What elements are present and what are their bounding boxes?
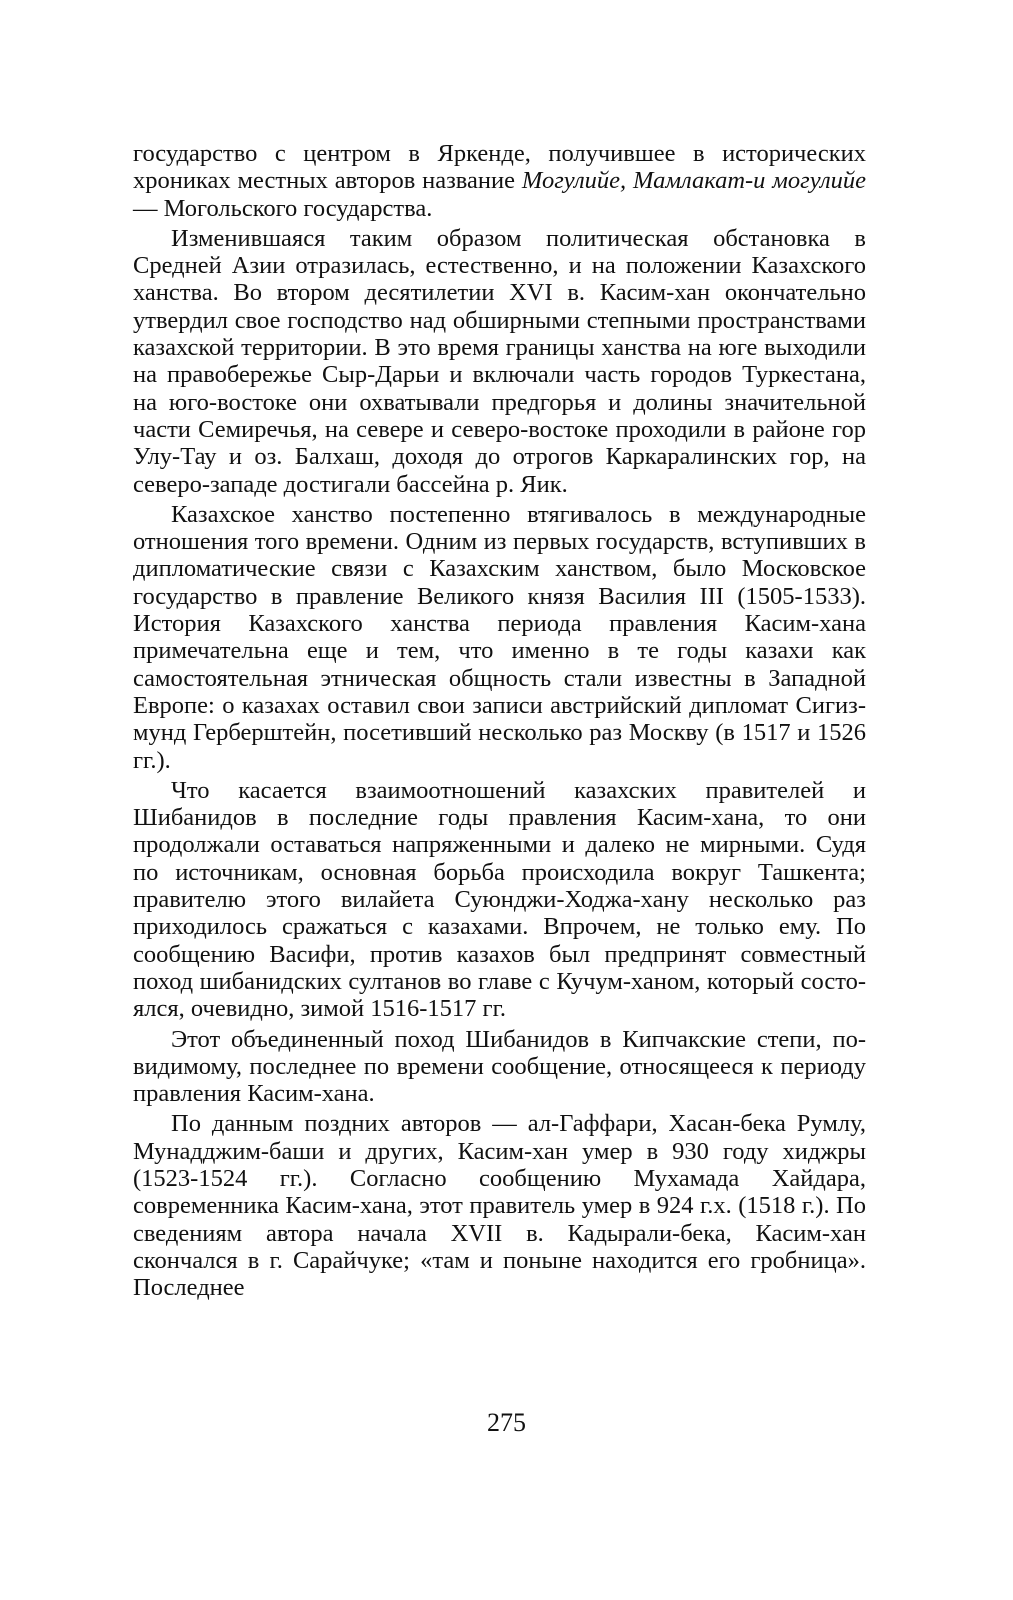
paragraph-3 — [133, 501, 866, 774]
paragraph-1-text-b: — Могольского государства. — [133, 194, 433, 222]
paragraph-6 — [133, 1110, 866, 1301]
paragraph-4-text: Что касается взаимоотношений казахских правителей и Шибанидов в последние годы правления Касим-хана, то они продолжали оставаться напряженными и далеко не мирными. Судя по источникам, основная борьба происходила вокруг Ташкента; правителю этого вилайета Суюнджи-Ходжа-хану несколько раз приходилось сражаться с казахами. Впрочем, не только ему. По сообщению Васифи, против казахов был предпринят совместный поход шибанидских султанов во главе с Кучум-ханом, который состоялся, очевидно, зимой 1516-1517 гг. — [133, 776, 866, 1023]
paragraph-4 — [133, 777, 866, 1023]
paragraph-1-italic-title: Могулийе, Мамлакат-и могулийе — [521, 167, 867, 195]
paragraph-5-text: Этот объединенный поход Шибанидов в Кипчакские степи, по-видимому, последнее по времени сообщение, относящееся к периоду правления Касим-хана. — [133, 1025, 866, 1108]
paragraph-6-text: По данным поздних авторов — ал-Гаффари, Хасан-бека Румлу, Мунадджим-баши и других, Касим-хан умер в 930 году хиджры (1523-1524 гг.). Согласно сообщению Мухамада Хайдара, современника Касим-хана, этот правитель умер в 924 г.х. (1518 г.). По сведениям автора начала XVII в. Кадырали-бека, Касим-хан скончался в г. Сарайчуке; «там и поныне находится его гробница». Последнее — [133, 1110, 866, 1302]
page-body — [133, 140, 866, 1304]
page-number: 275 — [487, 1408, 526, 1437]
paragraph-2 — [133, 225, 866, 498]
paragraph-1-text-a: государство с центром в Яркенде, получившее в исторических хрониках местных авторов название — [133, 140, 866, 195]
paragraph-2-text: Изменившаяся таким образом политическая обстановка в Средней Азии отразилась, естественно, и на положении Казахского ханства. Во втором десятилетии XVI в. Касим-хан окончательно утвердил свое господство над обширными степными пространствами казахской территории. В это время границы ханства на юге выходили на правобережье Сыр-Дарьи и включали часть городов Туркестана, на юго-востоке они охватывали предгорья и долины значительной части Семиречья, на севере и северо-востоке проходили в районе гор Улу-Тау и оз. Балхаш, доходя до отрогов Каркаралинских гор, на северо-западе достигали бассейна р. Яик. — [133, 224, 866, 498]
paragraph-5 — [133, 1026, 866, 1108]
paragraph-1 — [133, 140, 866, 222]
paragraph-3-text: Казахское ханство постепенно втягивалось в международные отношения того времени. Одним из первых государств, вступивших в дипломатические связи с Казахским ханством, было Московское государство в правление Великого князя Василия III (1505-1533). История Казахского ханства периода правления Касим-хана примечательна еще и тем, что именно в те годы казахи как самостоятельная этническая общность стали известны в Западной Европе: о казахах оставил свои записи австрийский дипломат Сигизмунд Герберштейн, посетивший несколько раз Москву (в 1517 и 1526 гг.). — [133, 500, 866, 774]
